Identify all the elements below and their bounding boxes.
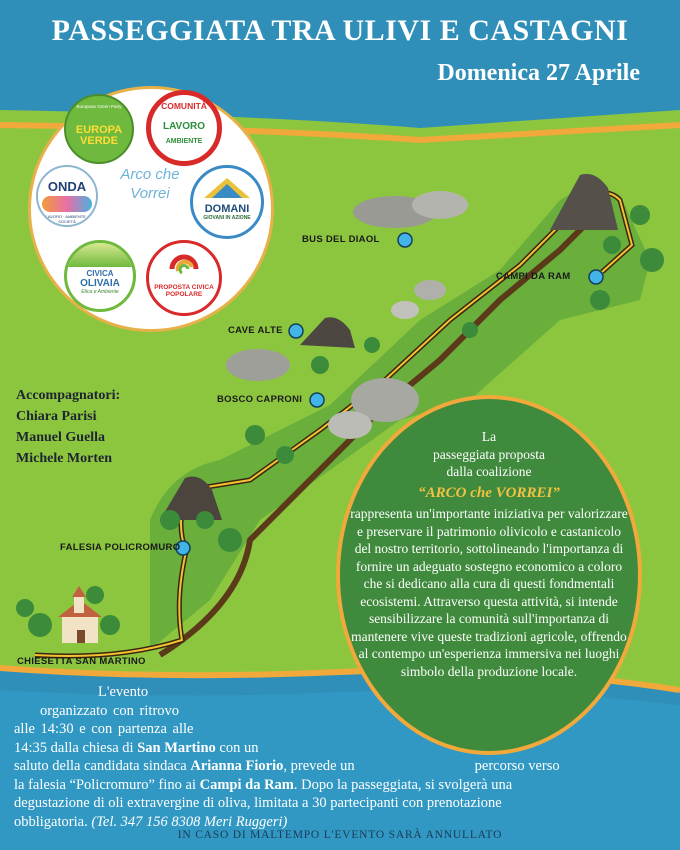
event-text: percorso verso: [474, 758, 560, 774]
event-line: [14, 739, 666, 758]
logo-onda: [36, 165, 98, 227]
event-line: [14, 776, 666, 795]
desc-line: passeggiata proposta: [432, 446, 546, 462]
fields-name: Campi da Ram: [199, 776, 294, 793]
desc-body: rappresenta un'importante iniziativa per valorizzare e preservare il patrimonio olivicolo e castanicolo del nostro territorio, sottolineando l'importanza di fornire un adeguato sostegno economico a coloro che si dedicano alla cura di questi fondmentali ecosistemi. Attraverso questa attività, si intende sensibilizzare la comunità sull'importanza di mantenere vive queste tradizioni agricole, offrendo al contempo un'esperienza immersiva nei luoghi simbolo della produzione locale.: [350, 506, 628, 679]
stop-label-cave-alte: CAVE ALTE: [228, 325, 283, 336]
event-text: , prevede un: [283, 758, 355, 774]
logo-onda-small: LAVORO · AMBIENTE · SOCIETÀ: [45, 214, 89, 224]
guide-name: Michele Morten: [16, 451, 113, 466]
logo-civica-name2: OLIVAIA: [80, 278, 120, 289]
stop-label-falesia: FALESIA POLICROMURO: [60, 542, 181, 553]
logo-comunita-top: COMUNITÀ: [161, 101, 207, 111]
contact-info: (Tel. 347 156 8308 Meri Ruggeri): [91, 813, 288, 830]
logo-europa-verde: [64, 94, 134, 164]
guides-block: [16, 385, 120, 469]
event-text: saluto della candidata sindaca: [14, 758, 191, 774]
desc-line: La: [481, 429, 497, 444]
logo-comunita-lavoro: [146, 90, 222, 166]
logo-proposta-name2: POPOLARE: [165, 291, 203, 298]
event-text: la falesia “Policromuro” fino ai: [14, 776, 200, 793]
wave-icon: [42, 196, 92, 212]
coalition-name: “ARCO che VORREI”: [418, 484, 560, 501]
candidate-name: Arianna Fiorio: [190, 758, 284, 774]
event-line: [14, 757, 666, 776]
event-text: con un: [215, 739, 259, 756]
guides-heading: Accompagnatori:: [16, 388, 121, 403]
marker-bosco-caproni: [310, 393, 324, 407]
logo-domani-small: GIOVANI IN AZIONE: [203, 215, 251, 221]
logo-civica-name1: CIVICA: [86, 269, 114, 278]
event-details: [14, 683, 666, 831]
logo-domani-name: DOMANI: [204, 203, 250, 215]
stop-label-bus-diaol: BUS DEL DIAOL: [302, 234, 380, 245]
weather-notice: IN CASO DI MALTEMPO L'EVENTO SARÀ ANNULLATO: [177, 829, 503, 841]
event-text: obbligatoria.: [14, 813, 92, 830]
logo-europa-verde-small: European Green Party: [76, 104, 122, 109]
description-text: [350, 428, 628, 680]
stop-label-chiesetta: CHIESETTA SAN MARTINO: [17, 656, 146, 667]
marker-campi-ram: [589, 270, 603, 284]
marker-bus-diaol: [398, 233, 412, 247]
event-line: degustazione di oli extravergine di oliva, limitata a 30 partecipanti con prenotazione: [14, 795, 502, 811]
logo-proposta-civica: [146, 240, 222, 316]
logo-civica-small: Etica e Ambiente: [81, 289, 119, 295]
stop-label-campi-ram: CAMPI DA RAM: [496, 271, 571, 282]
marker-cave-alte: [289, 324, 303, 338]
logo-proposta-name1: PROPOSTA CIVICA: [154, 284, 214, 291]
event-text: . Dopo la passeggiata, si svolgerà una: [293, 776, 513, 793]
mountain-icon: [202, 176, 252, 198]
church-name: San Martino: [137, 739, 216, 756]
logo-center-text: Arco che Vorrei: [120, 166, 180, 202]
event-line: organizzato con ritrovo: [40, 702, 180, 719]
stop-label-bosco-caproni: BOSCO CAPRONI: [217, 394, 303, 405]
logo-domani: [190, 165, 264, 239]
event-line: alle 14:30 e con partenza alle: [14, 721, 194, 737]
logo-onda-name: ONDA: [47, 179, 87, 194]
swirl-icon: [164, 249, 204, 279]
event-line: L'evento: [98, 684, 149, 700]
event-date: Domenica 27 Aprile: [437, 60, 640, 86]
logo-comunita-bottom: AMBIENTE: [165, 138, 203, 145]
logo-comunita-middle: LAVORO: [162, 121, 206, 132]
logo-europa-verde-name: EUROPA VERDE: [75, 124, 123, 147]
logo-civica-olivaia: [64, 240, 136, 312]
page-title: PASSEGGIATA TRA ULIVI E CASTAGNI: [51, 14, 629, 47]
guide-name: Chiara Parisi: [16, 409, 97, 424]
guide-name: Manuel Guella: [16, 430, 106, 445]
event-text: 14:35 dalla chiesa di: [14, 739, 138, 756]
desc-line: dalla coalizione: [446, 464, 532, 479]
